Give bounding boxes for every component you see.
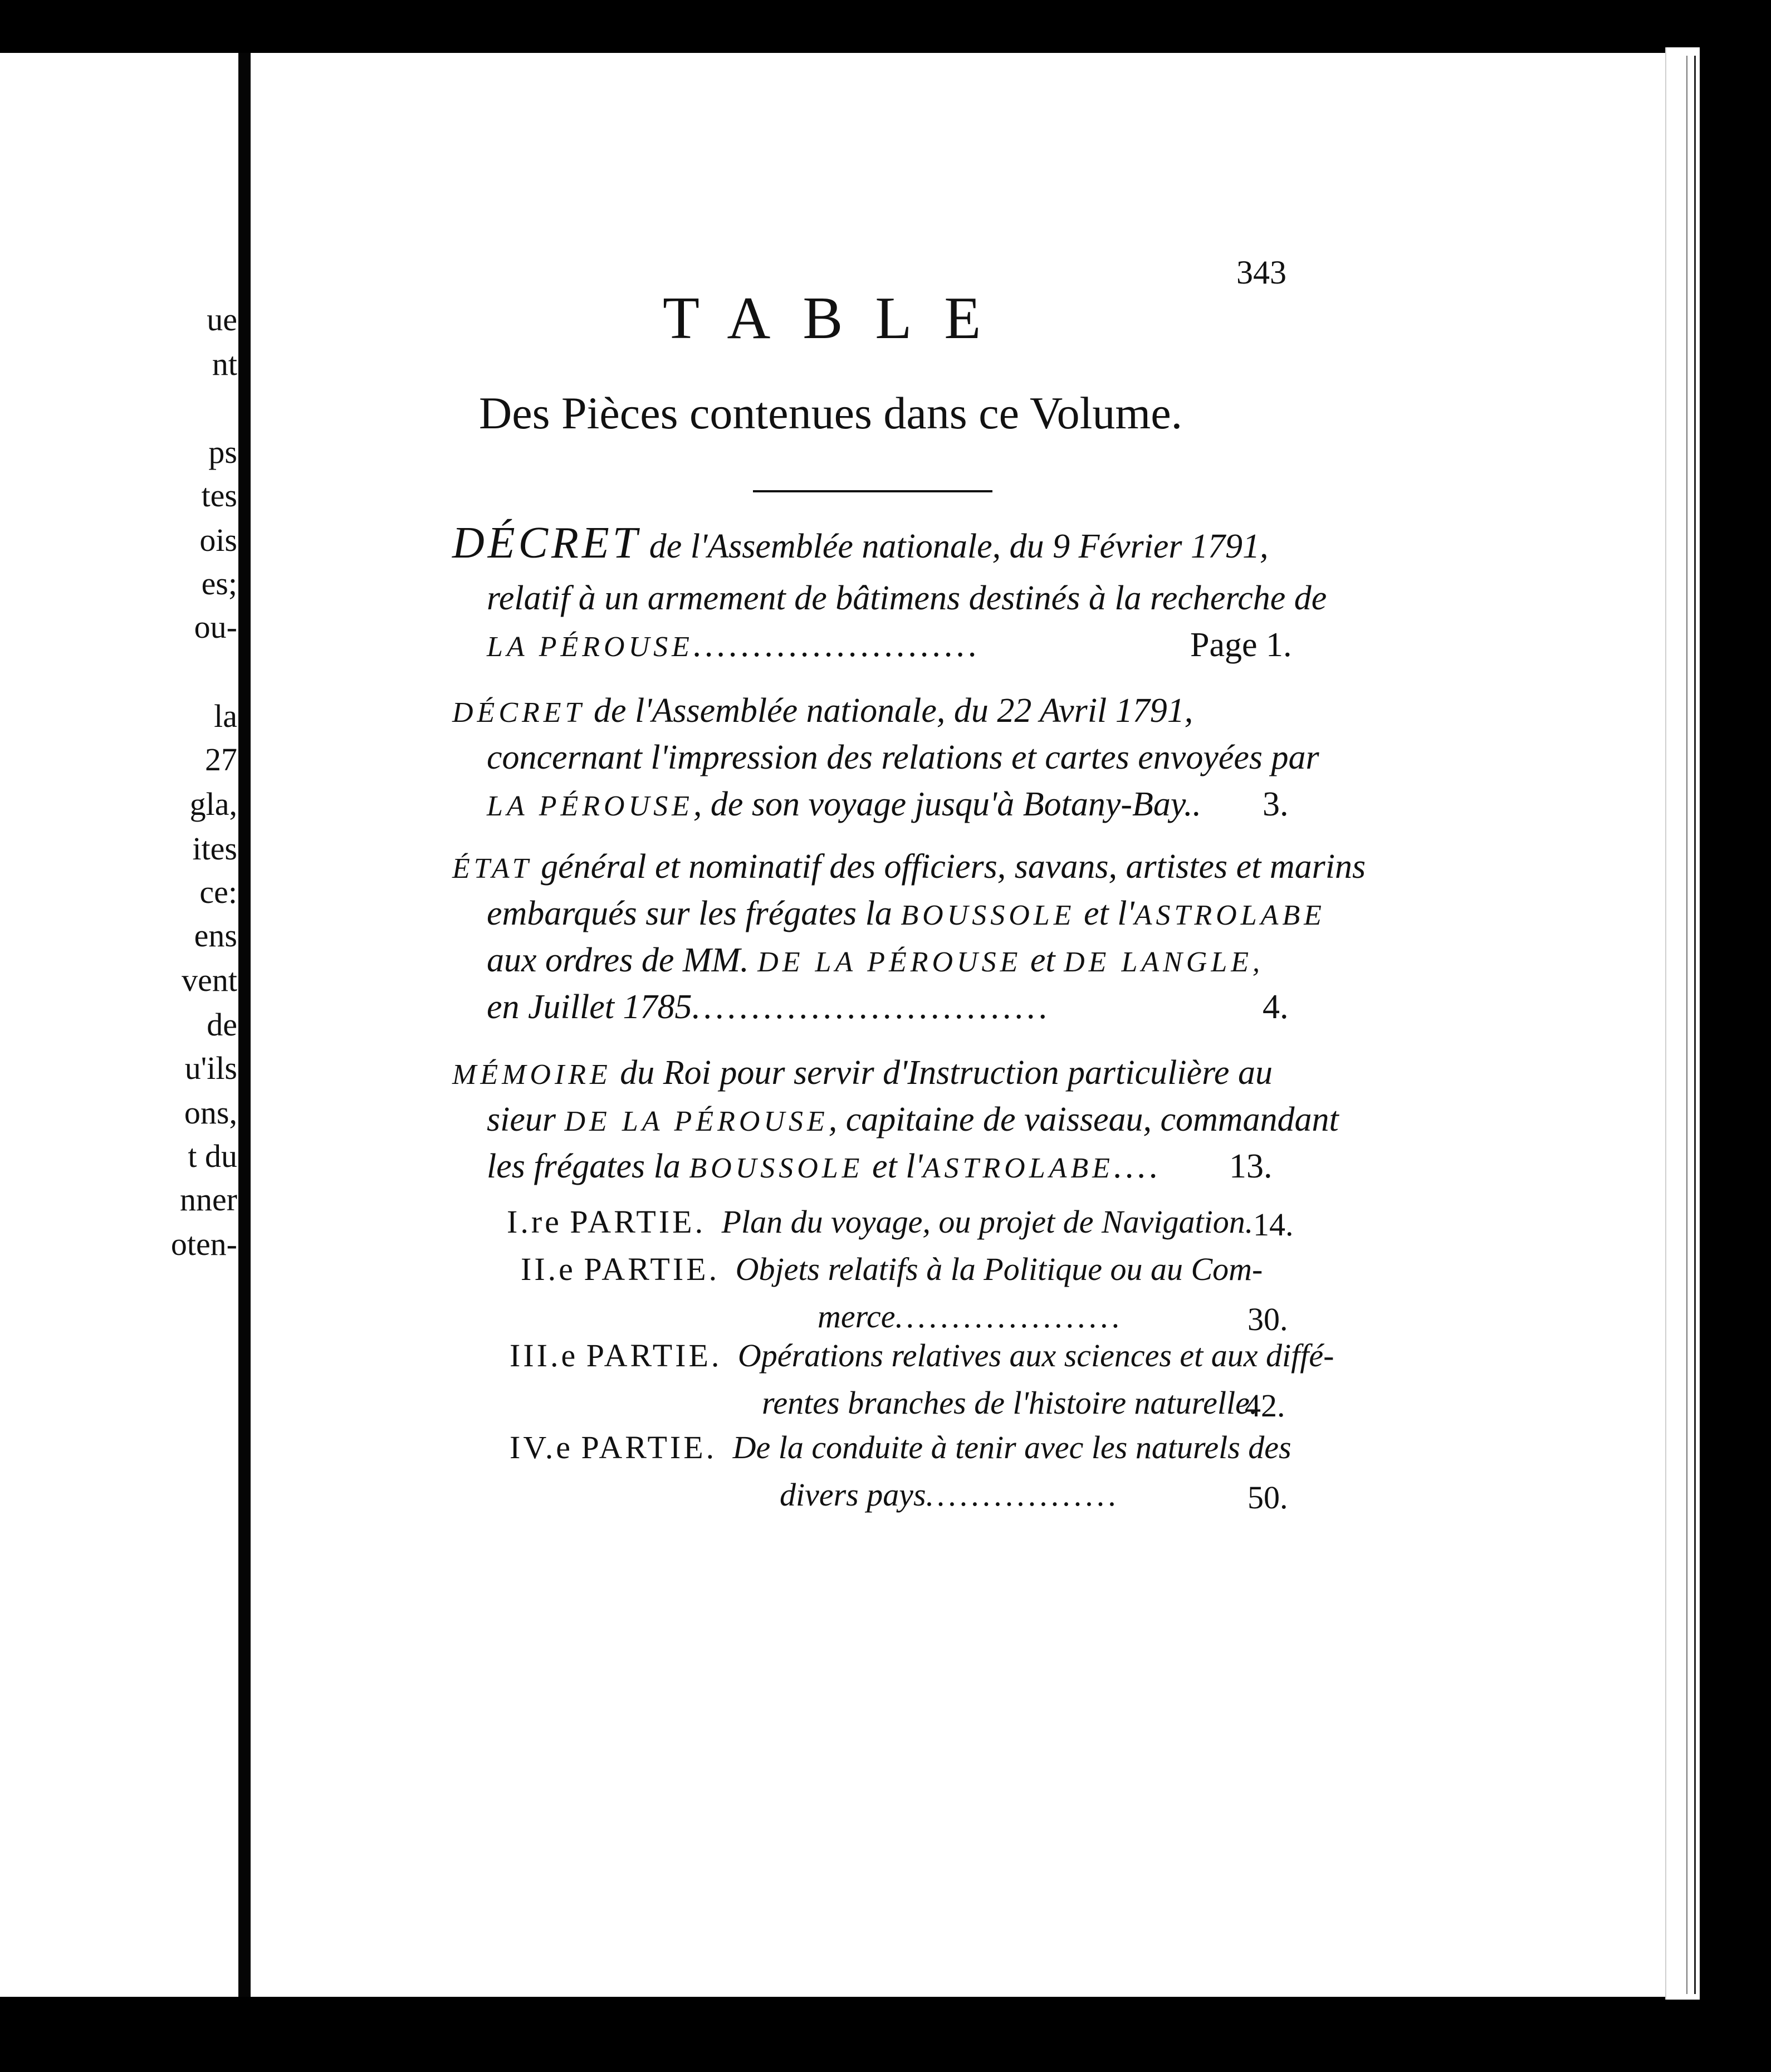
entry-smallcaps: ASTROLABE (1134, 900, 1325, 931)
page-edge-line (1686, 56, 1687, 1994)
toc-part (510, 1337, 1334, 1374)
part-text: Plan du voyage, ou projet de Navigation. (721, 1204, 1254, 1240)
entry-line (487, 943, 1264, 978)
fragment-line: ons, (184, 1094, 237, 1131)
entry-text: les frégates la (487, 1147, 689, 1185)
fragment-line: oten- (170, 1226, 237, 1262)
part-text: merce (818, 1298, 896, 1335)
entry-text: , capitaine de vaisseau, commandant (828, 1101, 1339, 1138)
fragment-line: t du (188, 1138, 237, 1174)
toc-part (510, 1429, 1291, 1466)
entry-text: concernant l'impression des relations et cartes envoyées par (487, 739, 1319, 776)
entry-line (452, 849, 1366, 884)
part-text: De la conduite à tenir avec les naturels des (732, 1429, 1291, 1465)
entry-line (452, 1055, 1273, 1090)
entry-smallcaps: DE LA PÉROUSE (757, 946, 1022, 978)
part-text: Opérations relatives aux sciences et aux diffé- (737, 1337, 1334, 1374)
entry-text: de l'Assemblée nationale, du 22 Avril 1791, (585, 692, 1193, 730)
fragment-line: tes (201, 477, 237, 514)
entry-smallcaps: LA PÉROUSE (487, 631, 693, 663)
leader-dots: .................... (895, 1298, 1124, 1335)
part-page: 50. (1247, 1479, 1288, 1516)
entry-lead: ÉTAT (452, 853, 532, 884)
entry-text: et (1021, 941, 1064, 979)
entry-smallcaps: BOUSSOLE (901, 900, 1075, 931)
fragment-line: vent (182, 962, 237, 998)
fragment-line: ue (207, 301, 237, 338)
page-title: TABLE (663, 285, 1014, 351)
part-label: PARTIE. (581, 1429, 717, 1465)
entry-line (487, 740, 1319, 775)
entry-line (487, 787, 1201, 822)
leader-dots: .... (1113, 1147, 1162, 1185)
entry-lead: DÉCRET (452, 697, 585, 729)
entry-smallcaps: DE LA PÉROUSE (564, 1106, 829, 1137)
page-edge-line (1694, 56, 1696, 1994)
fragment-line: ou- (194, 609, 237, 645)
entry-line (487, 990, 1051, 1024)
fragment-line: gla, (189, 786, 237, 822)
leader-dots: .............................. (692, 988, 1051, 1026)
part-label: PARTIE. (584, 1251, 720, 1287)
entry-line (452, 519, 1269, 568)
part-number: II.e (521, 1251, 576, 1287)
entry-text: embarqués sur les frégates la (487, 895, 901, 932)
fragment-line: ps (208, 434, 237, 470)
entry-smallcaps: LA PÉROUSE (487, 790, 693, 822)
fragment-line: u'ils (184, 1050, 237, 1086)
part-continuation (818, 1298, 1124, 1335)
page-number: 343 (1236, 254, 1286, 291)
book-gutter (238, 53, 252, 1997)
entry-line (452, 693, 1193, 728)
part-page: 30. (1247, 1301, 1288, 1337)
part-number: III.e (510, 1337, 579, 1374)
entry-page: 4. (1263, 988, 1289, 1026)
left-page-text-fragments (0, 53, 241, 1390)
leader-dots: ........................ (693, 626, 981, 664)
entry-page: 3. (1263, 785, 1289, 823)
toc-part (521, 1250, 1263, 1288)
part-page: 14. (1253, 1206, 1294, 1243)
entry-text: et l' (1075, 895, 1134, 932)
entry-text: sieur (487, 1101, 565, 1138)
fragment-line: ites (192, 830, 237, 867)
part-text: rentes branches de l'histoire naturelle. (762, 1385, 1258, 1421)
part-text: divers pays (780, 1477, 926, 1513)
entry-smallcaps: DE LANGLE, (1064, 946, 1264, 978)
entry-line (487, 581, 1327, 615)
fragment-line: es; (201, 565, 237, 602)
leader-dots: ................. (926, 1477, 1121, 1513)
entry-text: général et nominatif des officiers, savans, artistes et marins (532, 848, 1366, 886)
fragment-line: ce: (199, 874, 237, 910)
entry-line (487, 1102, 1339, 1137)
toc-part (507, 1203, 1253, 1240)
fragment-line: 27 (205, 741, 237, 778)
part-continuation (780, 1476, 1120, 1513)
divider-rule (753, 490, 992, 492)
entry-line (487, 896, 1325, 931)
entry-smallcaps: BOUSSOLE (689, 1152, 864, 1184)
part-text: Objets relatifs à la Politique ou au Com- (735, 1251, 1263, 1287)
fragment-line: ens (194, 917, 237, 954)
page-subtitle: Des Pièces contenues dans ce Volume. (479, 388, 1183, 438)
fragment-line: nt (212, 346, 237, 382)
entry-page: Page 1. (1190, 626, 1292, 664)
part-page: 42. (1245, 1387, 1285, 1424)
entry-text: en Juillet 1785 (487, 988, 692, 1026)
fragment-line: ois (199, 522, 237, 558)
entry-lead: MÉMOIRE (452, 1059, 611, 1091)
fragment-line: nner (179, 1181, 237, 1218)
fragment-line: la (214, 698, 237, 734)
part-label: PARTIE. (570, 1204, 706, 1240)
part-label: PARTIE. (586, 1337, 722, 1374)
entry-line (487, 628, 981, 662)
entry-text: et l' (863, 1147, 923, 1185)
entry-page: 13. (1229, 1147, 1273, 1185)
fragment-line: de (207, 1006, 237, 1043)
entry-text: relatif à un armement de bâtimens destinés à la recherche de (487, 579, 1327, 617)
part-continuation (762, 1384, 1258, 1421)
left-page (0, 53, 241, 1997)
part-number: I.re (507, 1204, 562, 1240)
entry-text: aux ordres de MM. (487, 941, 758, 979)
entry-lead: DÉCRET (452, 519, 641, 568)
entry-text: de l'Assemblée nationale, du 9 Février 1791, (640, 527, 1269, 565)
part-number: IV.e (510, 1429, 573, 1465)
entry-text: , de son voyage jusqu'à Botany-Bay.. (693, 785, 1201, 823)
entry-line (487, 1149, 1162, 1184)
entry-text: du Roi pour servir d'Instruction particulière au (611, 1054, 1273, 1092)
entry-smallcaps: ASTROLABE (922, 1152, 1114, 1184)
